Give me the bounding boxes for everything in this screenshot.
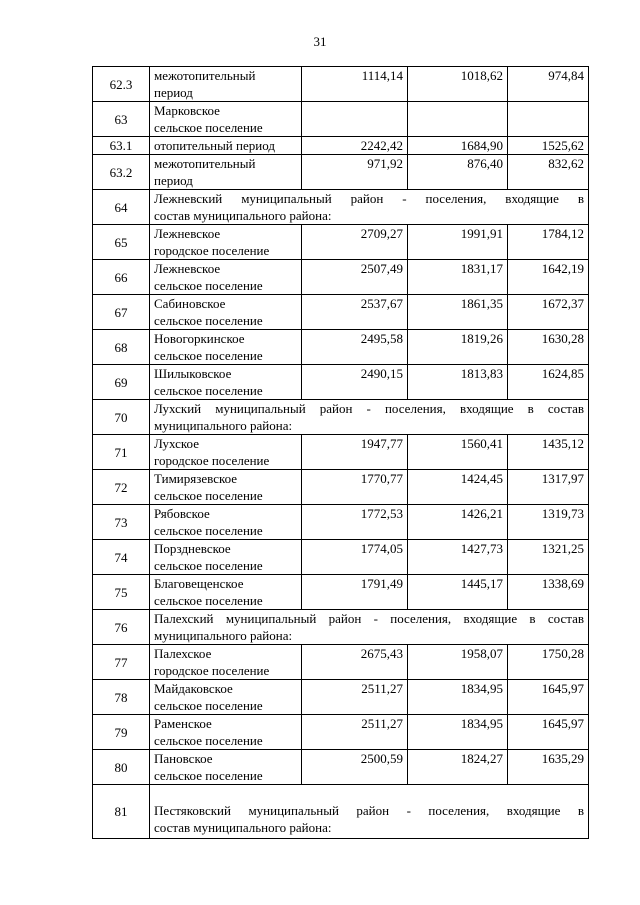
value-cell-v1: 2507,49 — [302, 260, 408, 295]
table-row — [93, 575, 589, 610]
value-cell-v2: 1834,95 — [408, 715, 508, 750]
group-row — [93, 190, 589, 225]
value-cell-v2: 1427,73 — [408, 540, 508, 575]
value-cell-v1: 1791,49 — [302, 575, 408, 610]
value-cell-v1: 2675,43 — [302, 645, 408, 680]
value-cell-v2: 1861,35 — [408, 295, 508, 330]
row-number: 72 — [93, 470, 150, 505]
value-cell-v3 — [508, 102, 589, 137]
row-number: 81 — [93, 785, 150, 839]
row-number: 74 — [93, 540, 150, 575]
group-heading — [150, 610, 589, 645]
value-cell-v1: 971,92 — [302, 155, 408, 190]
row-number: 63.1 — [93, 137, 150, 155]
settlement-name-line: Рябовское — [154, 506, 210, 521]
table-row — [93, 680, 589, 715]
settlement-name-line: сельское поселение — [154, 383, 263, 398]
spacer — [154, 785, 584, 802]
settlement-name — [150, 102, 302, 137]
value-cell-v3: 1321,25 — [508, 540, 589, 575]
settlement-name-line: городское поселение — [154, 243, 270, 258]
value-cell-v2 — [408, 102, 508, 137]
settlement-name — [150, 295, 302, 330]
value-cell-v2: 1684,90 — [408, 137, 508, 155]
settlement-name-line: Марковское — [154, 103, 220, 118]
value-cell-v3: 1635,29 — [508, 750, 589, 785]
page-number: 31 — [313, 34, 327, 49]
row-number: 63.2 — [93, 155, 150, 190]
value-cell-v2: 1958,07 — [408, 645, 508, 680]
settlement-name-line: Лежневское — [154, 226, 221, 241]
table-row — [93, 540, 589, 575]
table-row — [93, 435, 589, 470]
settlement-name-line: Палехское — [154, 646, 212, 661]
value-cell-v3: 1645,97 — [508, 680, 589, 715]
group-row — [93, 400, 589, 435]
group-heading-line: Лежневский муниципальный район - поселения, входящие в — [154, 191, 584, 206]
value-cell-v3: 974,84 — [508, 67, 589, 102]
settlement-name — [150, 260, 302, 295]
value-cell-v2: 1813,83 — [408, 365, 508, 400]
value-cell-v2: 1831,17 — [408, 260, 508, 295]
value-cell-v3: 1525,62 — [508, 137, 589, 155]
settlement-name — [150, 137, 302, 155]
settlement-name-line: Раменское — [154, 716, 212, 731]
settlement-name-line: сельское поселение — [154, 558, 263, 573]
settlement-name — [150, 67, 302, 102]
settlement-name-line: сельское поселение — [154, 768, 263, 783]
settlement-name-line: сельское поселение — [154, 313, 263, 328]
value-cell-v1: 2511,27 — [302, 680, 408, 715]
settlement-name — [150, 155, 302, 190]
settlement-name — [150, 575, 302, 610]
settlement-name — [150, 330, 302, 365]
settlement-name-line: сельское поселение — [154, 120, 263, 135]
table-row — [93, 715, 589, 750]
settlement-name — [150, 680, 302, 715]
row-number: 67 — [93, 295, 150, 330]
row-number: 63 — [93, 102, 150, 137]
row-number: 62.3 — [93, 67, 150, 102]
settlement-name-line: Лежневское — [154, 261, 221, 276]
settlement-name-line: сельское поселение — [154, 348, 263, 363]
value-cell-v3: 1319,73 — [508, 505, 589, 540]
value-cell-v1: 2511,27 — [302, 715, 408, 750]
group-heading-line: Палехский муниципальный район - поселения, входящие в состав — [154, 611, 584, 626]
value-cell-v3: 1435,12 — [508, 435, 589, 470]
settlement-name-line: Шилыковское — [154, 366, 232, 381]
table-row — [93, 225, 589, 260]
settlement-name-line: период — [154, 85, 193, 100]
settlement-name-line: Лухское — [154, 436, 199, 451]
settlement-name — [150, 715, 302, 750]
group-heading-line: состав муниципального района: — [154, 208, 332, 223]
settlement-name-line: сельское поселение — [154, 698, 263, 713]
table-row — [93, 330, 589, 365]
settlement-name-line: Пановское — [154, 751, 213, 766]
value-cell-v3: 1317,97 — [508, 470, 589, 505]
group-heading-line: муниципального района: — [154, 628, 293, 643]
settlement-name-line: межотопительный — [154, 156, 256, 171]
group-row — [93, 785, 589, 839]
value-cell-v3: 1338,69 — [508, 575, 589, 610]
value-cell-v1: 2495,58 — [302, 330, 408, 365]
row-number: 75 — [93, 575, 150, 610]
settlement-name-line: сельское поселение — [154, 278, 263, 293]
settlement-name — [150, 435, 302, 470]
settlement-name-line: сельское поселение — [154, 733, 263, 748]
settlement-name-line: Благовещенское — [154, 576, 244, 591]
row-number: 76 — [93, 610, 150, 645]
settlement-name — [150, 365, 302, 400]
row-number: 80 — [93, 750, 150, 785]
value-cell-v2: 1991,91 — [408, 225, 508, 260]
value-cell-v1: 1772,53 — [302, 505, 408, 540]
table-row — [93, 470, 589, 505]
value-cell-v1: 1947,77 — [302, 435, 408, 470]
settlement-name-line: сельское поселение — [154, 488, 263, 503]
value-cell-v3: 1630,28 — [508, 330, 589, 365]
value-cell-v1: 2490,15 — [302, 365, 408, 400]
value-cell-v1: 2537,67 — [302, 295, 408, 330]
settlement-name — [150, 645, 302, 680]
settlement-name-line: сельское поселение — [154, 593, 263, 608]
settlement-name — [150, 505, 302, 540]
value-cell-v1: 2709,27 — [302, 225, 408, 260]
group-heading — [150, 190, 589, 225]
value-cell-v1: 1114,14 — [302, 67, 408, 102]
row-number: 79 — [93, 715, 150, 750]
row-number: 73 — [93, 505, 150, 540]
value-cell-v1: 2500,59 — [302, 750, 408, 785]
table-row — [93, 155, 589, 190]
value-cell-v3: 1750,28 — [508, 645, 589, 680]
settlement-name — [150, 225, 302, 260]
value-cell-v2: 876,40 — [408, 155, 508, 190]
row-number: 69 — [93, 365, 150, 400]
value-cell-v2: 1445,17 — [408, 575, 508, 610]
settlement-name-line: Порздневское — [154, 541, 231, 556]
group-row — [93, 610, 589, 645]
settlement-name-line: Майдаковское — [154, 681, 233, 696]
row-number: 71 — [93, 435, 150, 470]
group-heading — [150, 785, 589, 839]
settlement-name — [150, 750, 302, 785]
row-number: 66 — [93, 260, 150, 295]
settlement-name-line: отопительный период — [154, 138, 275, 153]
table-row — [93, 102, 589, 137]
row-number: 70 — [93, 400, 150, 435]
group-heading — [150, 400, 589, 435]
value-cell-v3: 1784,12 — [508, 225, 589, 260]
group-heading-line: муниципального района: — [154, 418, 293, 433]
value-cell-v1: 2242,42 — [302, 137, 408, 155]
row-number: 64 — [93, 190, 150, 225]
value-cell-v2: 1424,45 — [408, 470, 508, 505]
value-cell-v1 — [302, 102, 408, 137]
value-cell-v2: 1426,21 — [408, 505, 508, 540]
group-heading-line: Пестяковский муниципальный район - поселения, входящие в — [154, 803, 584, 818]
value-cell-v3: 1672,37 — [508, 295, 589, 330]
row-number: 68 — [93, 330, 150, 365]
value-cell-v3: 1642,19 — [508, 260, 589, 295]
settlement-name-line: сельское поселение — [154, 523, 263, 538]
group-heading-line: Лухский муниципальный район - поселения, входящие в состав — [154, 401, 584, 416]
table-row — [93, 295, 589, 330]
value-cell-v1: 1770,77 — [302, 470, 408, 505]
value-cell-v3: 832,62 — [508, 155, 589, 190]
settlement-name-line: Тимирязевское — [154, 471, 238, 486]
value-cell-v3: 1624,85 — [508, 365, 589, 400]
settlement-name-line: Сабиновское — [154, 296, 226, 311]
table-row — [93, 260, 589, 295]
table-row — [93, 505, 589, 540]
settlement-name-line: период — [154, 173, 193, 188]
row-number: 78 — [93, 680, 150, 715]
table-row — [93, 137, 589, 155]
settlement-name-line: Новогоркинское — [154, 331, 245, 346]
value-cell-v2: 1018,62 — [408, 67, 508, 102]
table-row — [93, 645, 589, 680]
settlement-name — [150, 470, 302, 505]
group-heading-line: состав муниципального района: — [154, 820, 332, 835]
table-row — [93, 750, 589, 785]
value-cell-v1: 1774,05 — [302, 540, 408, 575]
value-cell-v2: 1560,41 — [408, 435, 508, 470]
settlement-name — [150, 540, 302, 575]
value-cell-v2: 1834,95 — [408, 680, 508, 715]
settlement-name-line: городское поселение — [154, 663, 270, 678]
value-cell-v2: 1819,26 — [408, 330, 508, 365]
settlement-name-line: городское поселение — [154, 453, 270, 468]
tariff-table — [92, 66, 589, 839]
table-body — [93, 67, 589, 839]
settlement-name-line: межотопительный — [154, 68, 256, 83]
table-row — [93, 67, 589, 102]
table-row — [93, 365, 589, 400]
row-number: 77 — [93, 645, 150, 680]
value-cell-v2: 1824,27 — [408, 750, 508, 785]
row-number: 65 — [93, 225, 150, 260]
value-cell-v3: 1645,97 — [508, 715, 589, 750]
